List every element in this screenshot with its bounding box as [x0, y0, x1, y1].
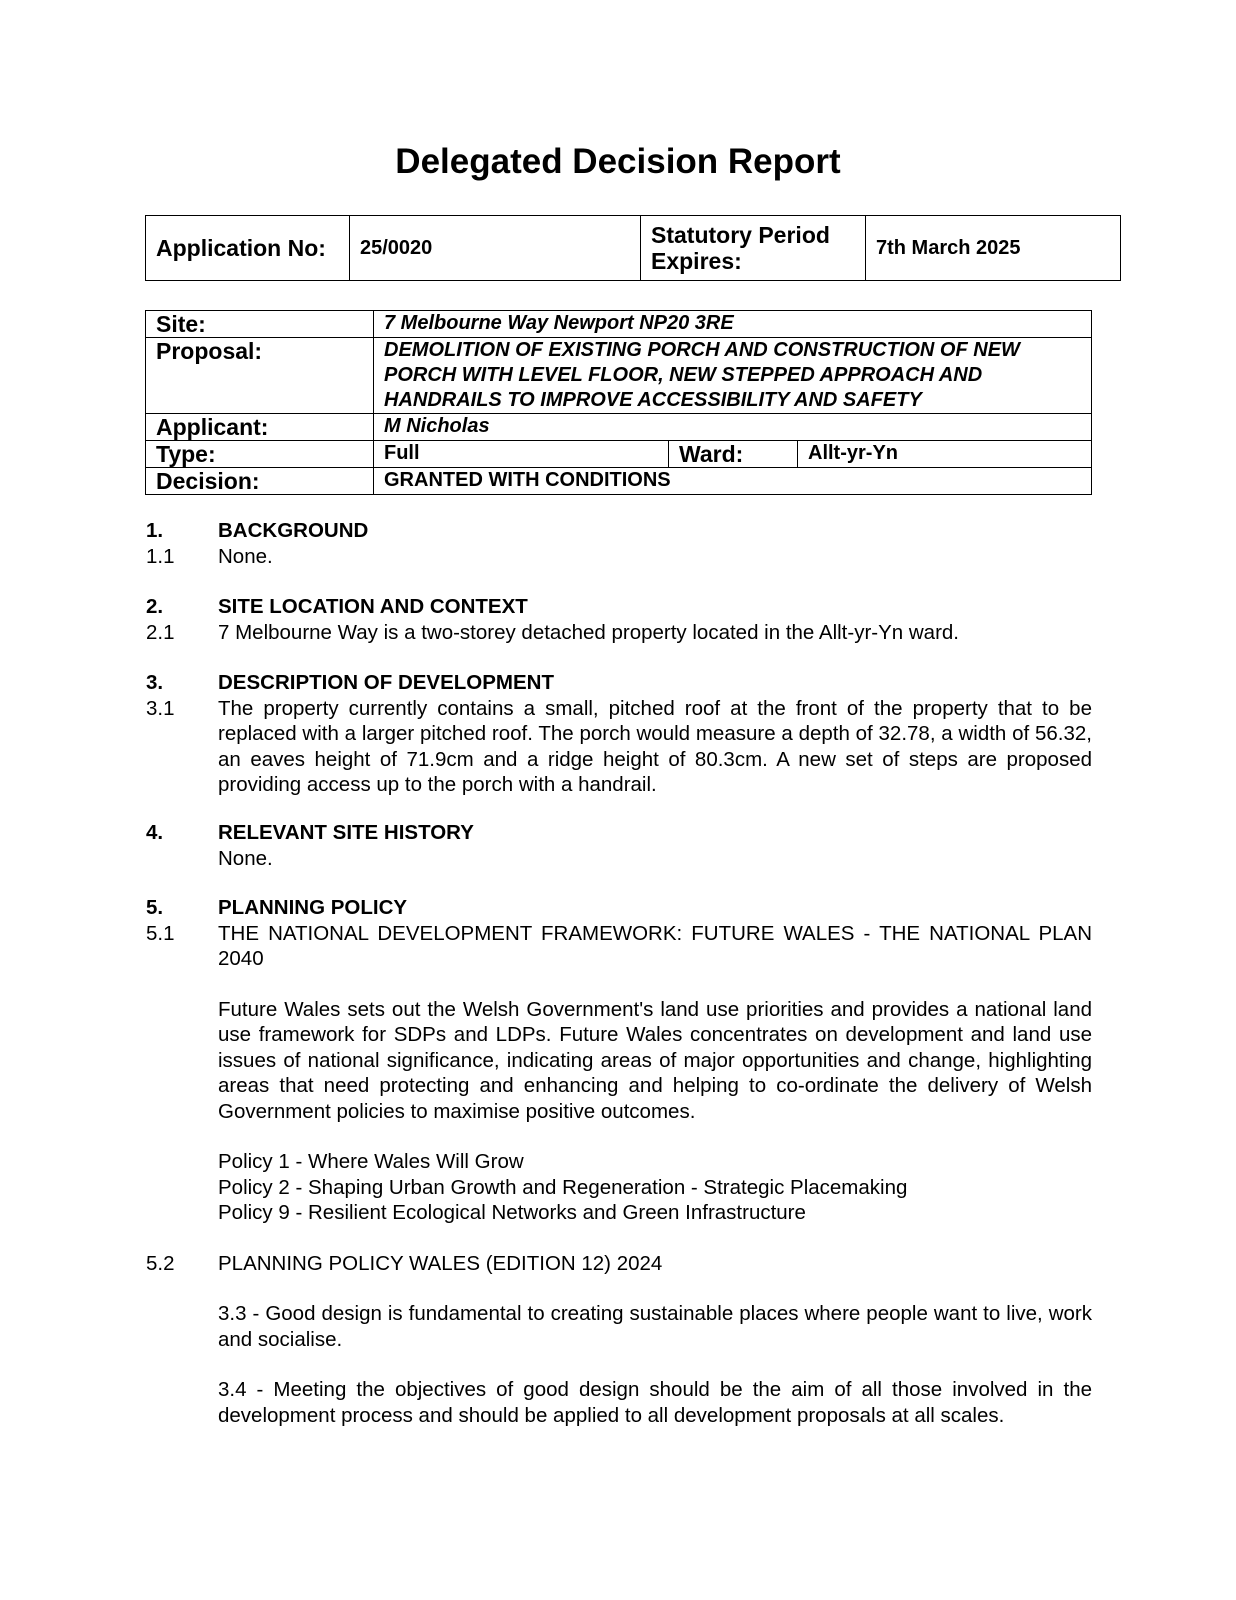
applicant-value: M Nicholas [374, 414, 1092, 441]
section-planning-policy [146, 895, 1092, 1428]
ward-value: Allt-yr-Yn [798, 441, 1092, 468]
paragraph-text: 7 Melbourne Way is a two-storey detached property located in the Allt-yr-Yn ward. [218, 620, 960, 644]
section-background [146, 518, 1092, 569]
paragraph-text: The property currently contains a small, pitched roof at the front of the property that to be replaced with a larger pitched roof. The porch would measure a depth of 32.78, a width of 56.32, an eaves height of 71.9cm and a ridge height of 80.3cm. A new set of steps are proposed providing access up to the porch with a handrail. [218, 696, 1092, 796]
section-number: 2. [146, 595, 164, 618]
application-no-value: 25/0020 [350, 216, 641, 281]
section-heading: BACKGROUND [218, 519, 369, 542]
proposal-label: Proposal: [146, 338, 374, 414]
applicant-label: Applicant: [146, 414, 374, 441]
section-heading: SITE LOCATION AND CONTEXT [218, 595, 528, 618]
paragraph-text: PLANNING POLICY WALES (EDITION 12) 2024 [218, 1251, 663, 1275]
paragraph-number: 1.1 [146, 544, 175, 568]
list-item: Policy 9 - Resilient Ecological Networks and Green Infrastructure [218, 1201, 806, 1224]
section-number: 5. [146, 896, 164, 919]
paragraph-number: 3.1 [146, 696, 175, 720]
section-heading: DESCRIPTION OF DEVELOPMENT [218, 671, 554, 694]
paragraph-number: 2.1 [146, 620, 175, 644]
decision-value: GRANTED WITH CONDITIONS [374, 468, 1092, 495]
section-heading: PLANNING POLICY [218, 896, 408, 919]
paragraph-text: None. [218, 544, 273, 568]
section-description [146, 670, 1092, 798]
decision-label: Decision: [146, 468, 374, 495]
type-value: Full [374, 441, 669, 468]
section-heading: RELEVANT SITE HISTORY [218, 821, 474, 844]
statutory-period-label: Statutory Period Expires: [641, 216, 866, 281]
policy-list [218, 1149, 1092, 1226]
site-details-table [145, 310, 1092, 495]
section-site-location [146, 594, 1092, 645]
paragraph-text: 3.4 - Meeting the objectives of good design should be the aim of all those involved in the development process and should be applied to all development proposals at all scales. [218, 1378, 1092, 1427]
site-label: Site: [146, 311, 374, 338]
list-item: Policy 2 - Shaping Urban Growth and Regeneration - Strategic Placemaking [218, 1175, 908, 1199]
section-number: 3. [146, 671, 164, 694]
proposal-value: DEMOLITION OF EXISTING PORCH AND CONSTRUCTION OF NEW PORCH WITH LEVEL FLOOR, NEW STEPPED APPROACH AND HANDRAILS TO IMPROVE ACCESSIBILITY AND SAFETY [374, 338, 1092, 414]
section-site-history [146, 820, 1092, 871]
statutory-period-value: 7th March 2025 [866, 216, 1121, 281]
paragraph-number: 5.1 [146, 921, 175, 945]
paragraph-text: Future Wales sets out the Welsh Government's land use priorities and provides a national land use framework for SDPs and LDPs. Future Wales concentrates on development and land use issues of national significance, indicating areas of major opportunities and change, highlighting areas that need protecting and enhancing and helping to co-ordinate the delivery of Welsh Government policies to maximise positive outcomes. [218, 997, 1092, 1123]
paragraph-text: None. [218, 846, 273, 870]
paragraph-text: THE NATIONAL DEVELOPMENT FRAMEWORK: FUTURE WALES - THE NATIONAL PLAN 2040 [218, 921, 1092, 970]
section-number: 1. [146, 519, 164, 542]
paragraph-text: 3.3 - Good design is fundamental to creating sustainable places where people want to live, work and socialise. [218, 1302, 1092, 1351]
type-label: Type: [146, 441, 374, 468]
section-number: 4. [146, 821, 164, 844]
application-no-label: Application No: [146, 216, 350, 281]
application-table [145, 215, 1121, 281]
ward-label: Ward: [669, 441, 798, 468]
site-value: 7 Melbourne Way Newport NP20 3RE [374, 311, 1092, 338]
page-title: Delegated Decision Report [395, 142, 841, 181]
paragraph-number: 5.2 [146, 1251, 175, 1275]
list-item: Policy 1 - Where Wales Will Grow [218, 1150, 524, 1173]
